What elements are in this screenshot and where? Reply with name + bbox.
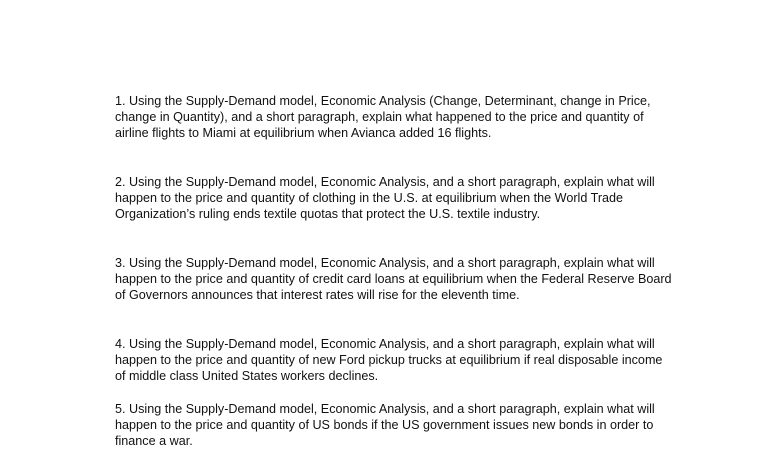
question-1: 1. Using the Supply-Demand model, Economic Analysis (Change, Determinant, change in Price, change in Quantity), and a short paragraph, explain what happened to the price and quantity of airline flights to Miami at equilibrium when Avianca added 16 flights. [115, 94, 651, 141]
question-3: 3. Using the Supply-Demand model, Economic Analysis, and a short paragraph, explain what will happen to the price and quantity of credit card loans at equilibrium when the Federal Reserve Board of Governors announces that interest rates will rise for the eleventh time. [115, 256, 672, 303]
question-5: 5. Using the Supply-Demand model, Economic Analysis, and a short paragraph, explain what will happen to the price and quantity of US bonds if the US government issues new bonds in order to finance a war. [115, 402, 655, 449]
question-4: 4. Using the Supply-Demand model, Economic Analysis, and a short paragraph, explain what will happen to the price and quantity of new Ford pickup trucks at equilibrium if real disposable income of middle class United States workers declines. [115, 337, 663, 384]
question-2: 2. Using the Supply-Demand model, Economic Analysis, and a short paragraph, explain what will happen to the price and quantity of clothing in the U.S. at equilibrium when the World Trade Organization’s ruling ends textile quotas that protect the U.S. textile industry. [115, 175, 655, 222]
